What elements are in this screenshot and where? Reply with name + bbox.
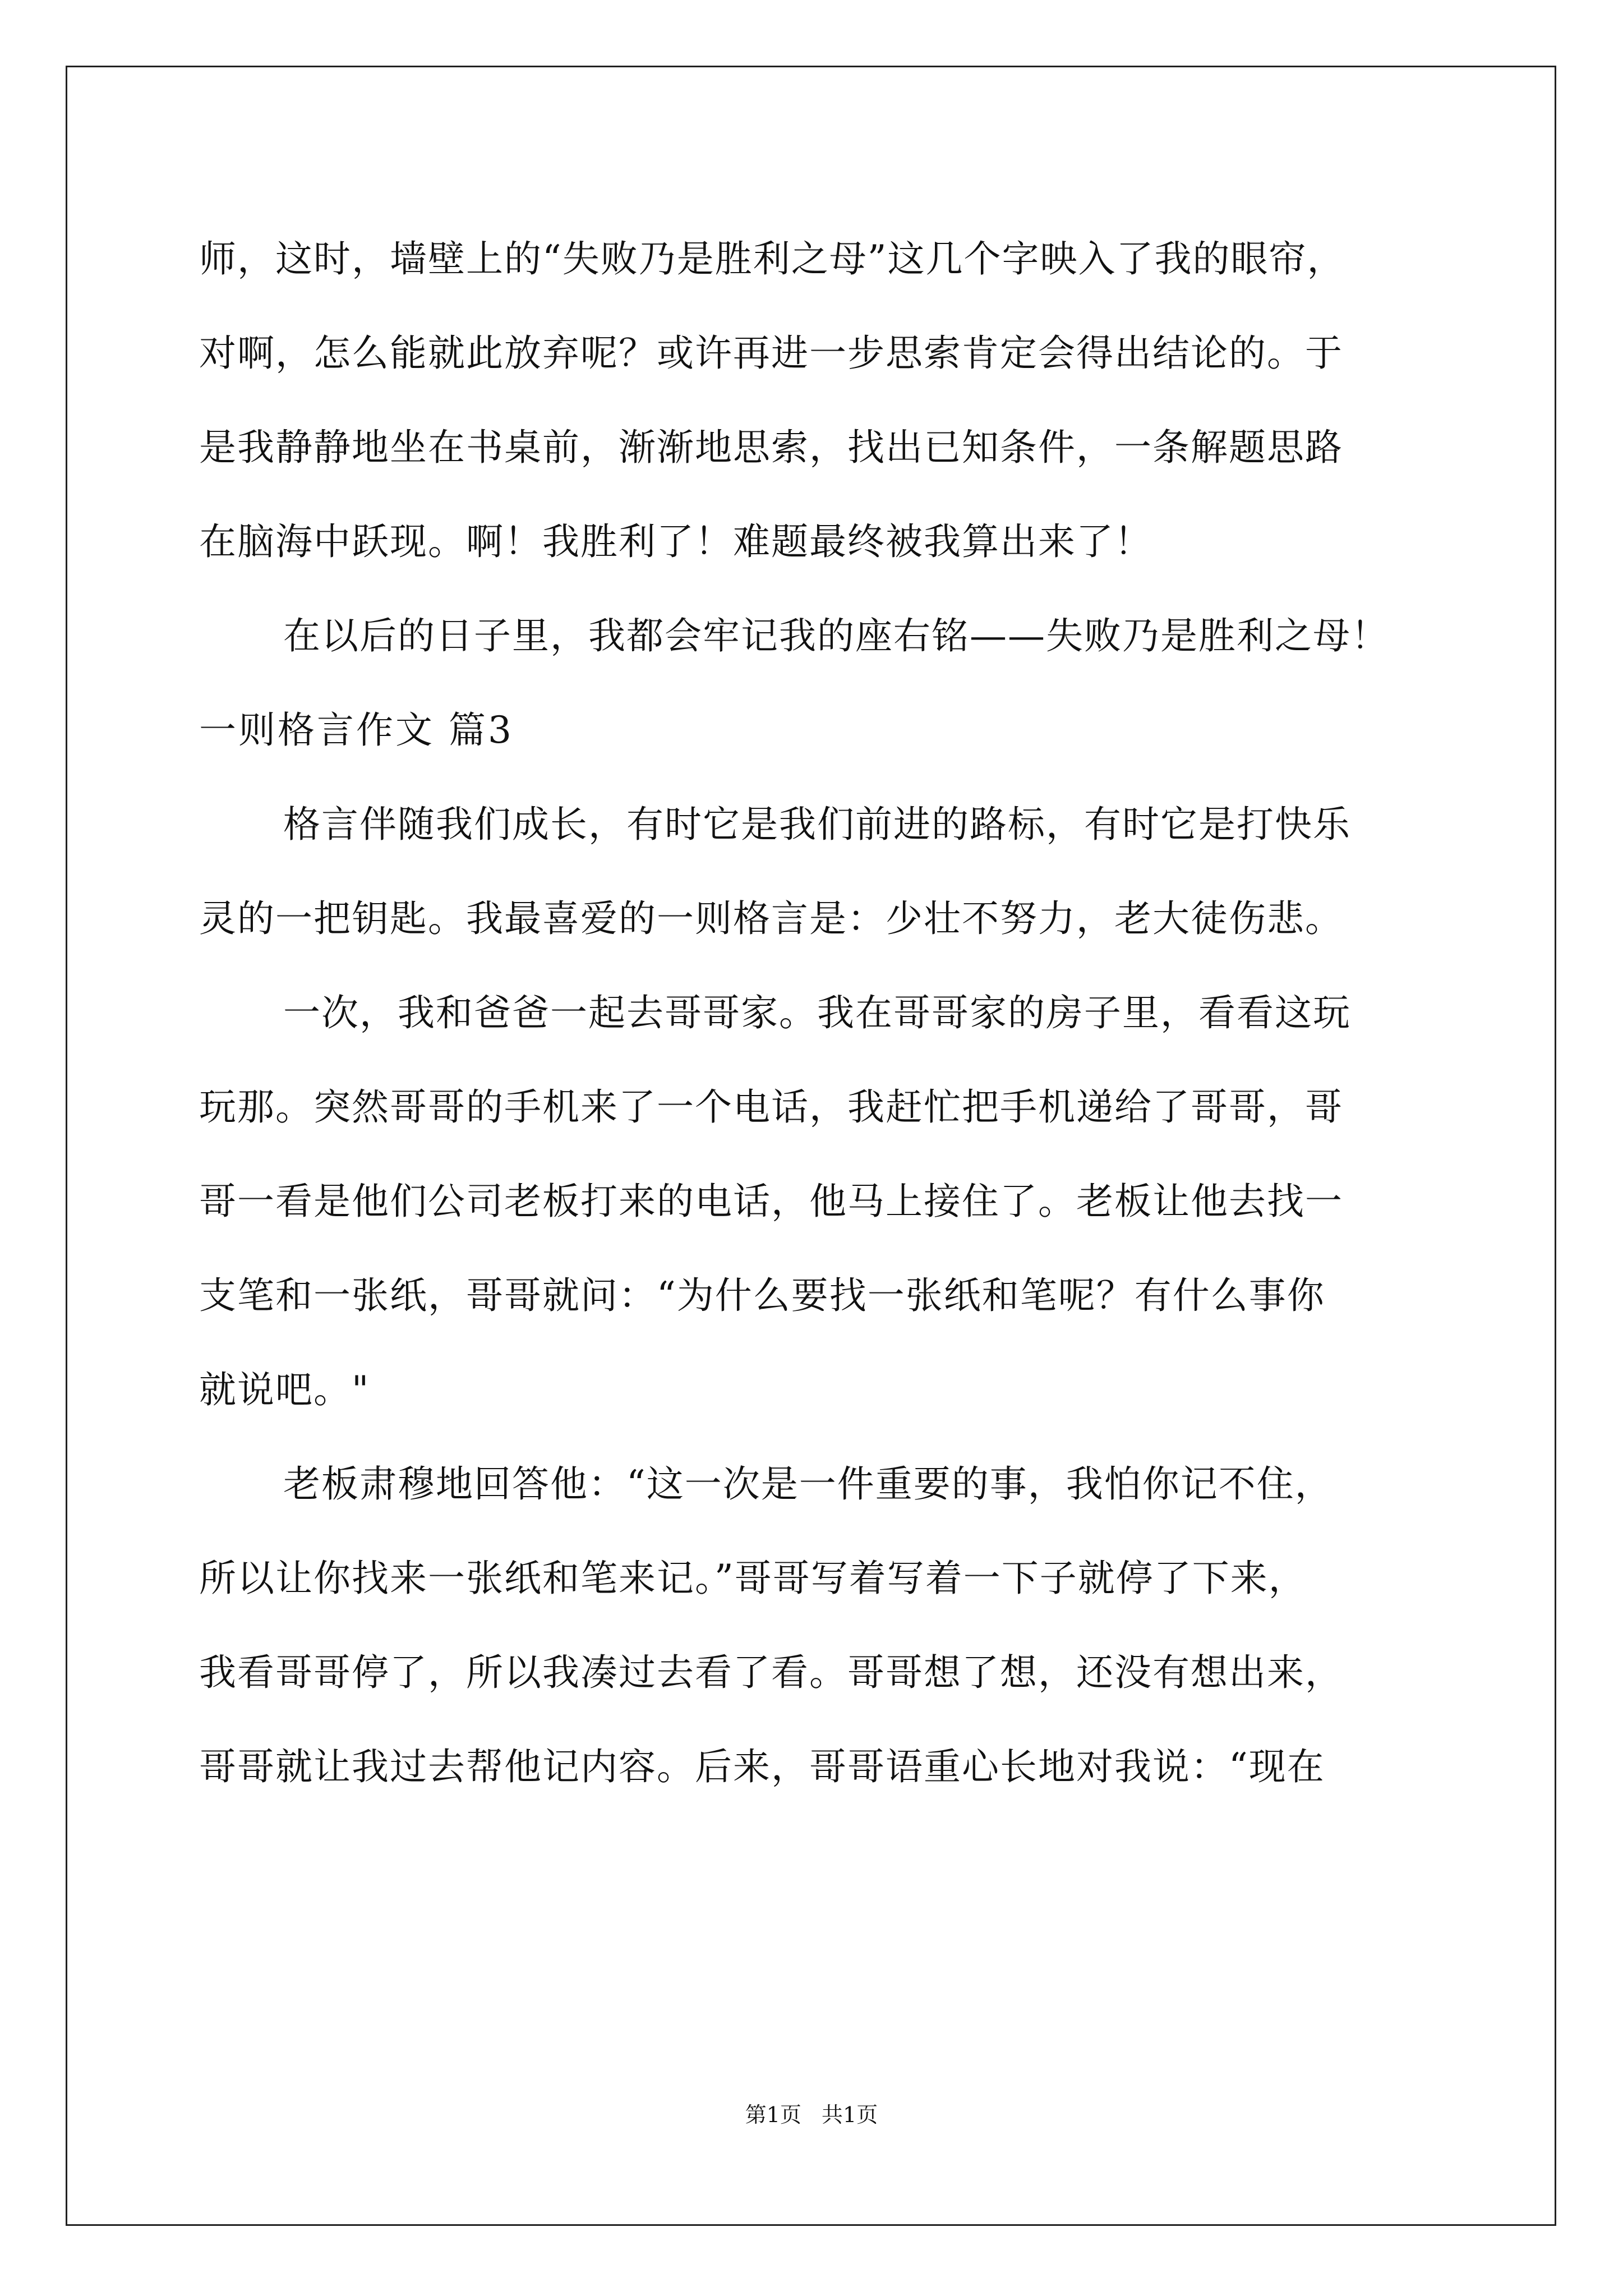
- text-line: 所以让你找来一张纸和笔来记。”哥哥写着写着一下子就停了下来，: [199, 1557, 1307, 1600]
- text-line: 格言伴随我们成长，有时它是我们前进的路标，有时它是打快乐: [283, 803, 1351, 846]
- document-body: [199, 212, 1433, 1814]
- text-line: 在以后的日子里，我都会牢记我的座右铭——失败乃是胜利之母！: [283, 614, 1389, 657]
- text-line: 在脑海中跃现。啊！我胜利了！难题最终被我算出来了！: [199, 520, 1152, 563]
- text-line: 玩那。突然哥哥的手机来了一个电话，我赶忙把手机递给了哥哥，哥: [199, 1085, 1343, 1129]
- text-line: 就说吧。": [199, 1368, 370, 1411]
- text-line: 老板肃穆地回答他：“这一次是一件重要的事，我怕你记不住，: [283, 1462, 1333, 1506]
- text-line: 是我静静地坐在书桌前，渐渐地思索，找出已知条件，一条解题思路: [199, 426, 1343, 469]
- text-line: 对啊，怎么能就此放弃呢？或许再进一步思索肯定会得出结论的。于: [199, 332, 1343, 375]
- text-line: 师，这时，墙壁上的“失败乃是胜利之母”这几个字映入了我的眼帘，: [199, 237, 1345, 280]
- page-footer: [0, 2101, 1623, 2129]
- section-heading: 一则格言作文 篇3: [199, 708, 514, 752]
- page-total: 共1页: [822, 2102, 878, 2127]
- text-line: 一次，我和爸爸一起去哥哥家。我在哥哥家的房子里，看看这玩: [283, 991, 1351, 1034]
- text-line: 哥一看是他们公司老板打来的电话，他马上接住了。老板让他去找一: [199, 1180, 1343, 1223]
- text-line: 支笔和一张纸，哥哥就问：“为什么要找一张纸和笔呢？有什么事你: [199, 1274, 1325, 1317]
- text-line: 哥哥就让我过去帮他记内容。后来，哥哥语重心长地对我说：“现在: [199, 1745, 1325, 1788]
- text-line: 灵的一把钥匙。我最喜爱的一则格言是：少壮不努力，老大徒伤悲。: [199, 897, 1343, 940]
- text-line: 我看哥哥停了，所以我凑过去看了看。哥哥想了想，还没有想出来，: [199, 1651, 1343, 1694]
- page-number: 第1页: [745, 2102, 801, 2127]
